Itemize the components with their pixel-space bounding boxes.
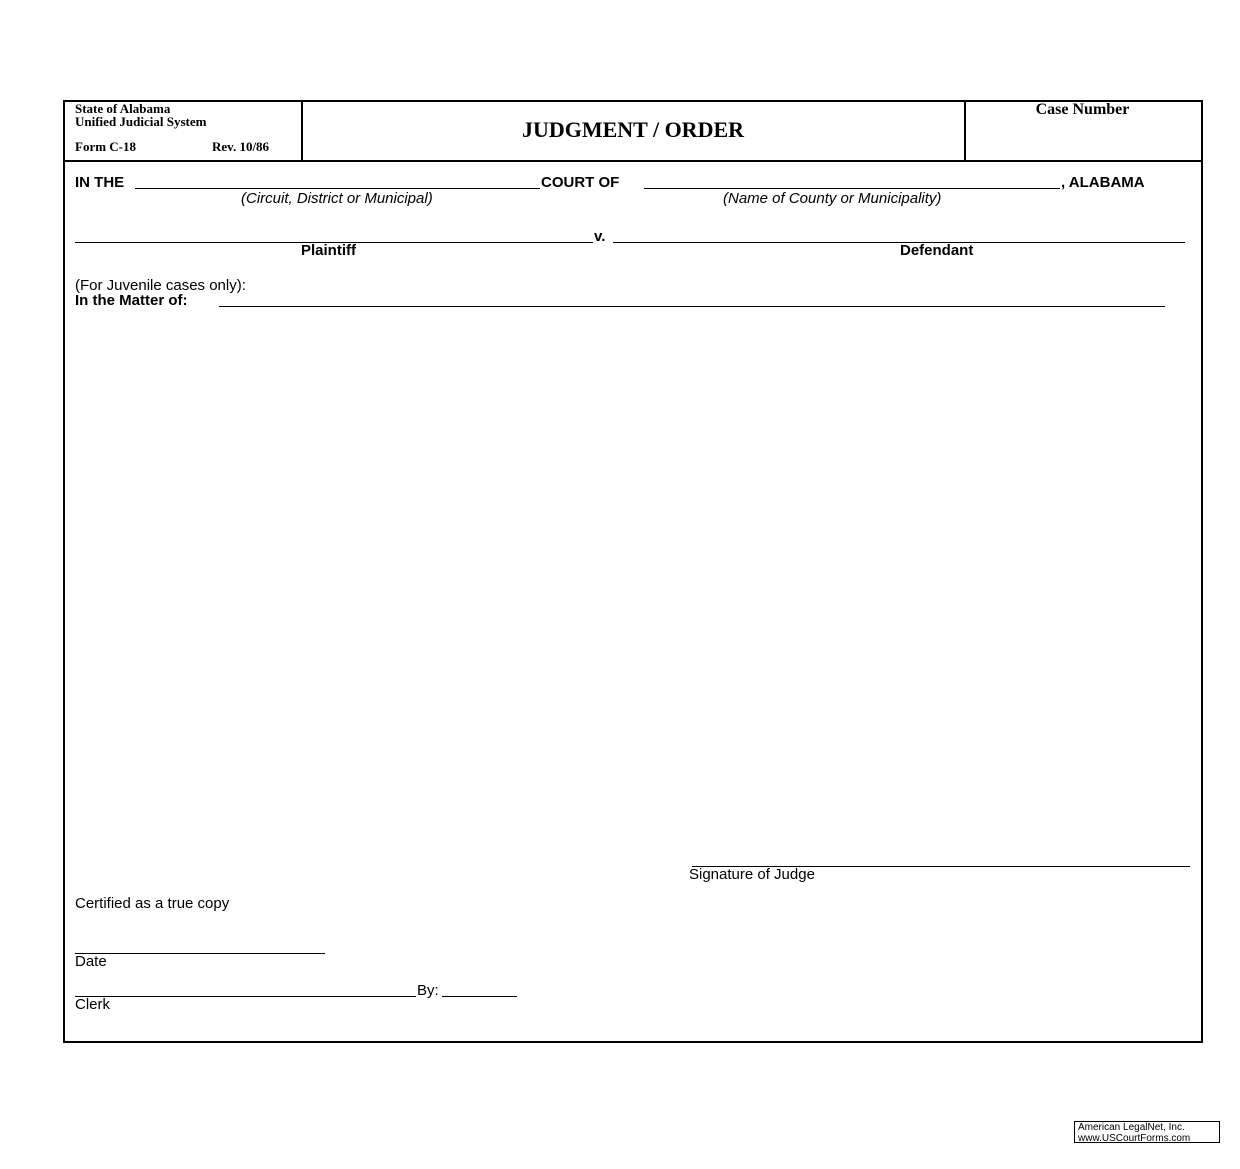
system-label: Unified Judicial System bbox=[75, 114, 207, 129]
court-type-hint: (Circuit, District or Municipal) bbox=[241, 190, 433, 207]
defendant-label: Defendant bbox=[900, 242, 974, 259]
matter-field[interactable] bbox=[219, 306, 1165, 307]
court-type-field[interactable] bbox=[135, 188, 540, 189]
plaintiff-label: Plaintiff bbox=[301, 242, 356, 259]
publisher-website[interactable]: www.USCourtForms.com bbox=[1078, 1132, 1191, 1144]
certified-label: Certified as a true copy bbox=[75, 895, 230, 912]
order-body-area[interactable] bbox=[75, 320, 1185, 840]
case-number-label: Case Number bbox=[1035, 101, 1130, 118]
form-revision: Rev. 10/86 bbox=[212, 139, 270, 154]
in-the-label: IN THE bbox=[75, 174, 125, 191]
juvenile-note: (For Juvenile cases only): bbox=[75, 277, 246, 294]
date-field[interactable] bbox=[75, 953, 325, 954]
clerk-label: Clerk bbox=[75, 996, 111, 1013]
alabama-label: , ALABAMA bbox=[1061, 174, 1145, 191]
judge-signature-label: Signature of Judge bbox=[689, 866, 815, 883]
versus-label: v. bbox=[594, 228, 606, 245]
defendant-field[interactable] bbox=[613, 242, 1185, 243]
form-number: Form C-18 bbox=[75, 139, 137, 154]
by-field[interactable] bbox=[442, 996, 517, 997]
county-hint: (Name of County or Municipality) bbox=[723, 190, 942, 207]
publisher-name: American LegalNet, Inc. bbox=[1078, 1122, 1185, 1133]
date-label: Date bbox=[75, 953, 107, 970]
state-label: State of Alabama bbox=[75, 101, 171, 116]
publisher-badge bbox=[1074, 1121, 1220, 1143]
by-label: By: bbox=[417, 982, 439, 999]
case-number-field[interactable] bbox=[970, 124, 1195, 156]
header-divider bbox=[63, 160, 1201, 162]
clerk-signature-field[interactable] bbox=[75, 996, 416, 997]
page-title: JUDGMENT / ORDER bbox=[521, 117, 745, 142]
county-field[interactable] bbox=[644, 188, 1060, 189]
matter-label: In the Matter of: bbox=[75, 292, 188, 309]
court-of-label: COURT OF bbox=[541, 174, 620, 191]
